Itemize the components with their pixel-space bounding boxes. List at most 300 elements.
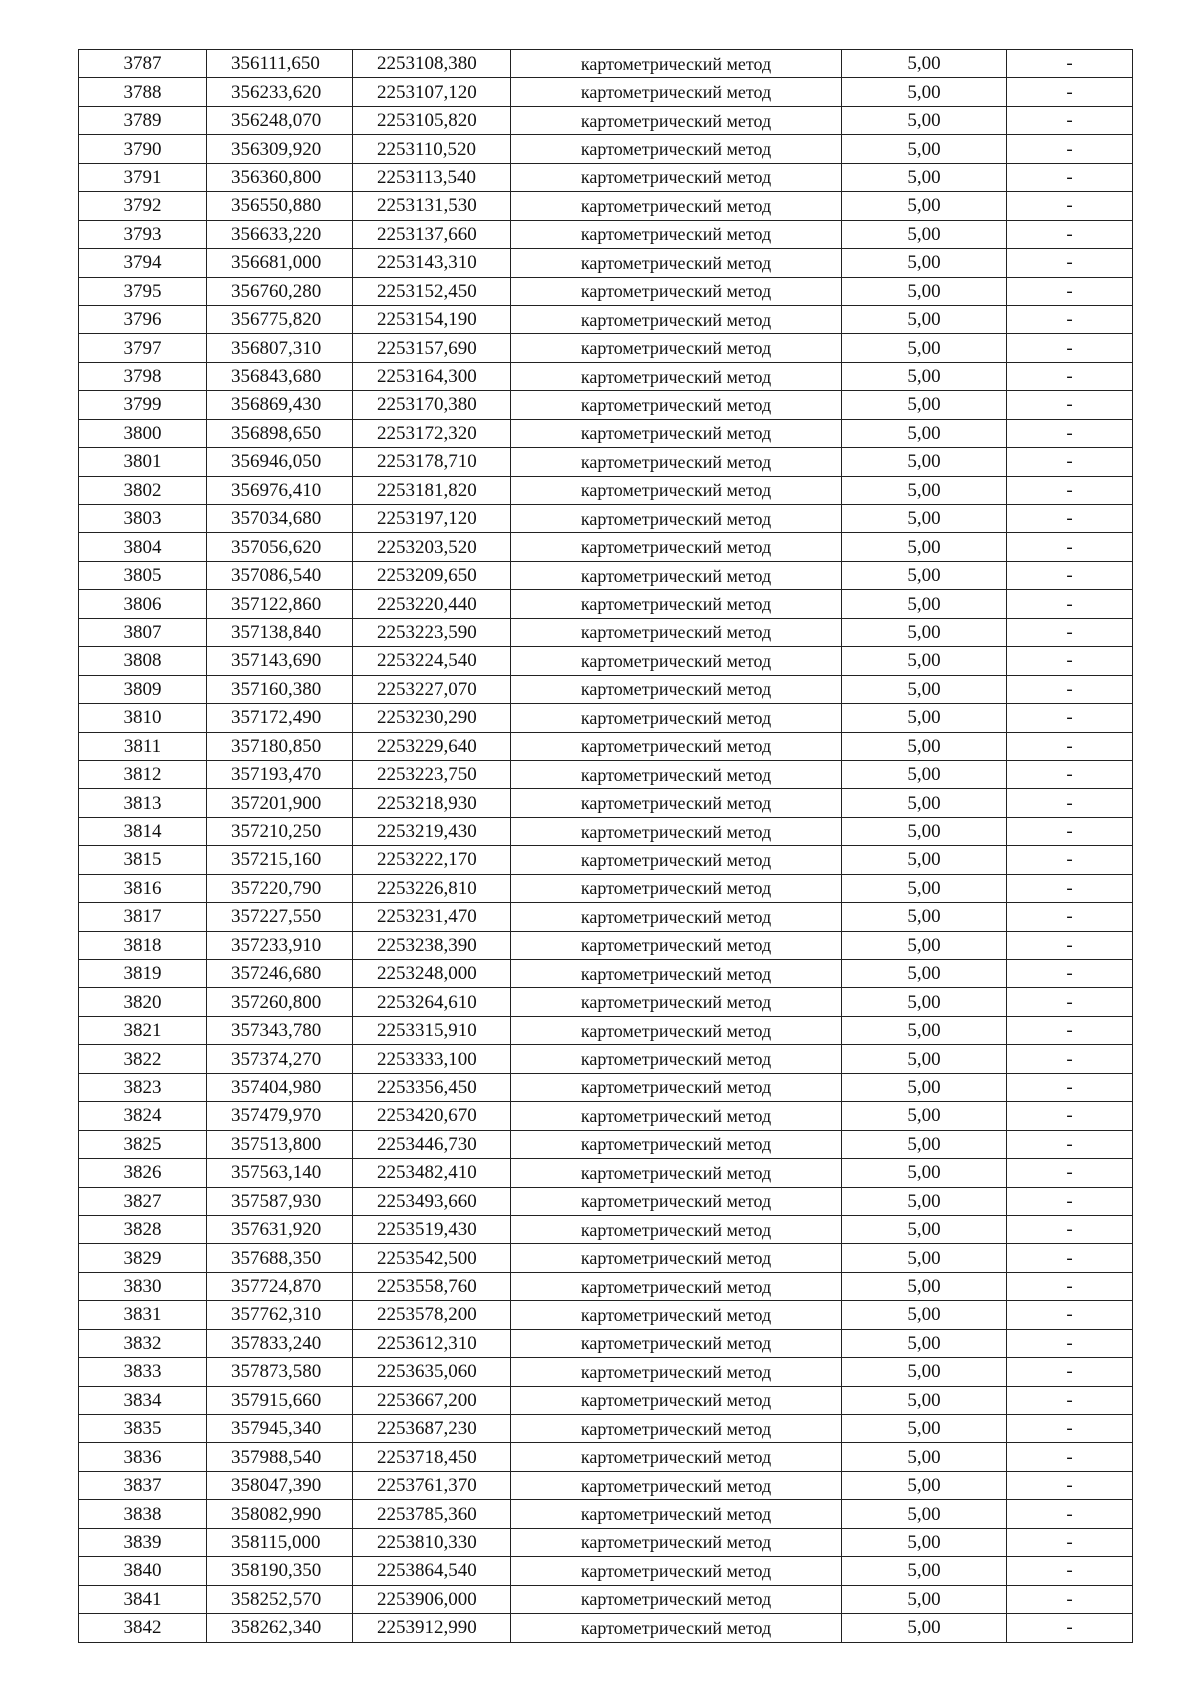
x-coordinate-cell: 356898,650 (207, 419, 353, 447)
point-number-cell: 3828 (79, 1215, 207, 1243)
y-coordinate-cell: 2253223,750 (353, 760, 511, 788)
method-cell: картометрический метод (511, 590, 842, 618)
table-row (79, 1585, 1133, 1613)
note-cell: - (1007, 846, 1133, 874)
table-row (79, 561, 1133, 589)
x-coordinate-cell: 357034,680 (207, 505, 353, 533)
point-number-cell: 3792 (79, 192, 207, 220)
note-cell: - (1007, 561, 1133, 589)
accuracy-cell: 5,00 (842, 1272, 1007, 1300)
x-coordinate-cell: 356760,280 (207, 277, 353, 305)
y-coordinate-cell: 2253542,500 (353, 1244, 511, 1272)
x-coordinate-cell: 358252,570 (207, 1585, 353, 1613)
table-row (79, 988, 1133, 1016)
method-cell: картометрический метод (511, 1301, 842, 1329)
accuracy-cell: 5,00 (842, 476, 1007, 504)
point-number-cell: 3839 (79, 1528, 207, 1556)
x-coordinate-cell: 357143,690 (207, 647, 353, 675)
point-number-cell: 3835 (79, 1415, 207, 1443)
table-row (79, 1358, 1133, 1386)
y-coordinate-cell: 2253718,450 (353, 1443, 511, 1471)
point-number-cell: 3798 (79, 362, 207, 390)
table-row (79, 1102, 1133, 1130)
point-number-cell: 3825 (79, 1130, 207, 1158)
point-number-cell: 3787 (79, 50, 207, 78)
accuracy-cell: 5,00 (842, 1471, 1007, 1499)
method-cell: картометрический метод (511, 135, 842, 163)
y-coordinate-cell: 2253219,430 (353, 817, 511, 845)
note-cell: - (1007, 789, 1133, 817)
point-number-cell: 3826 (79, 1159, 207, 1187)
x-coordinate-cell: 357193,470 (207, 760, 353, 788)
x-coordinate-cell: 357138,840 (207, 618, 353, 646)
method-cell: картометрический метод (511, 1187, 842, 1215)
point-number-cell: 3789 (79, 106, 207, 134)
y-coordinate-cell: 2253264,610 (353, 988, 511, 1016)
note-cell: - (1007, 78, 1133, 106)
note-cell: - (1007, 1471, 1133, 1499)
method-cell: картометрический метод (511, 1358, 842, 1386)
x-coordinate-cell: 356775,820 (207, 305, 353, 333)
x-coordinate-cell: 357343,780 (207, 1016, 353, 1044)
point-number-cell: 3816 (79, 874, 207, 902)
point-number-cell: 3801 (79, 448, 207, 476)
note-cell: - (1007, 1244, 1133, 1272)
method-cell: картометрический метод (511, 1215, 842, 1243)
x-coordinate-cell: 357056,620 (207, 533, 353, 561)
point-number-cell: 3808 (79, 647, 207, 675)
note-cell: - (1007, 1301, 1133, 1329)
method-cell: картометрический метод (511, 1073, 842, 1101)
table-row (79, 1244, 1133, 1272)
method-cell: картометрический метод (511, 760, 842, 788)
accuracy-cell: 5,00 (842, 1244, 1007, 1272)
accuracy-cell: 5,00 (842, 903, 1007, 931)
point-number-cell: 3814 (79, 817, 207, 845)
point-number-cell: 3832 (79, 1329, 207, 1357)
table-row (79, 817, 1133, 845)
y-coordinate-cell: 2253107,120 (353, 78, 511, 106)
note-cell: - (1007, 192, 1133, 220)
x-coordinate-cell: 358190,350 (207, 1557, 353, 1585)
point-number-cell: 3815 (79, 846, 207, 874)
point-number-cell: 3796 (79, 305, 207, 333)
point-number-cell: 3790 (79, 135, 207, 163)
table-row (79, 1301, 1133, 1329)
method-cell: картометрический метод (511, 50, 842, 78)
note-cell: - (1007, 1016, 1133, 1044)
method-cell: картометрический метод (511, 903, 842, 931)
note-cell: - (1007, 305, 1133, 333)
note-cell: - (1007, 249, 1133, 277)
y-coordinate-cell: 2253226,810 (353, 874, 511, 902)
accuracy-cell: 5,00 (842, 106, 1007, 134)
point-number-cell: 3802 (79, 476, 207, 504)
note-cell: - (1007, 760, 1133, 788)
y-coordinate-cell: 2253912,990 (353, 1614, 511, 1642)
y-coordinate-cell: 2253687,230 (353, 1415, 511, 1443)
table-row (79, 50, 1133, 78)
coordinates-table-body (79, 50, 1133, 1643)
point-number-cell: 3788 (79, 78, 207, 106)
table-row (79, 647, 1133, 675)
point-number-cell: 3810 (79, 704, 207, 732)
note-cell: - (1007, 334, 1133, 362)
accuracy-cell: 5,00 (842, 220, 1007, 248)
method-cell: картометрический метод (511, 391, 842, 419)
y-coordinate-cell: 2253785,360 (353, 1500, 511, 1528)
note-cell: - (1007, 1614, 1133, 1642)
method-cell: картометрический метод (511, 1386, 842, 1414)
coordinates-table (78, 49, 1133, 1643)
table-row (79, 135, 1133, 163)
x-coordinate-cell: 356807,310 (207, 334, 353, 362)
method-cell: картометрический метод (511, 1500, 842, 1528)
point-number-cell: 3836 (79, 1443, 207, 1471)
table-row (79, 334, 1133, 362)
x-coordinate-cell: 357160,380 (207, 675, 353, 703)
table-row (79, 533, 1133, 561)
x-coordinate-cell: 356360,800 (207, 163, 353, 191)
x-coordinate-cell: 357479,970 (207, 1102, 353, 1130)
accuracy-cell: 5,00 (842, 960, 1007, 988)
point-number-cell: 3829 (79, 1244, 207, 1272)
point-number-cell: 3837 (79, 1471, 207, 1499)
x-coordinate-cell: 358262,340 (207, 1614, 353, 1642)
y-coordinate-cell: 2253238,390 (353, 931, 511, 959)
method-cell: картометрический метод (511, 220, 842, 248)
table-row (79, 1614, 1133, 1642)
accuracy-cell: 5,00 (842, 675, 1007, 703)
x-coordinate-cell: 357260,800 (207, 988, 353, 1016)
note-cell: - (1007, 50, 1133, 78)
table-row (79, 106, 1133, 134)
y-coordinate-cell: 2253248,000 (353, 960, 511, 988)
accuracy-cell: 5,00 (842, 1130, 1007, 1158)
note-cell: - (1007, 590, 1133, 618)
note-cell: - (1007, 903, 1133, 931)
y-coordinate-cell: 2253108,380 (353, 50, 511, 78)
x-coordinate-cell: 357220,790 (207, 874, 353, 902)
accuracy-cell: 5,00 (842, 1358, 1007, 1386)
method-cell: картометрический метод (511, 78, 842, 106)
table-row (79, 1187, 1133, 1215)
table-row (79, 476, 1133, 504)
note-cell: - (1007, 988, 1133, 1016)
x-coordinate-cell: 357587,930 (207, 1187, 353, 1215)
method-cell: картометрический метод (511, 334, 842, 362)
y-coordinate-cell: 2253227,070 (353, 675, 511, 703)
note-cell: - (1007, 448, 1133, 476)
table-row (79, 220, 1133, 248)
point-number-cell: 3823 (79, 1073, 207, 1101)
x-coordinate-cell: 357724,870 (207, 1272, 353, 1300)
table-row (79, 732, 1133, 760)
x-coordinate-cell: 357688,350 (207, 1244, 353, 1272)
accuracy-cell: 5,00 (842, 192, 1007, 220)
note-cell: - (1007, 1215, 1133, 1243)
note-cell: - (1007, 220, 1133, 248)
accuracy-cell: 5,00 (842, 1500, 1007, 1528)
method-cell: картометрический метод (511, 1244, 842, 1272)
point-number-cell: 3791 (79, 163, 207, 191)
x-coordinate-cell: 357988,540 (207, 1443, 353, 1471)
accuracy-cell: 5,00 (842, 1073, 1007, 1101)
y-coordinate-cell: 2253761,370 (353, 1471, 511, 1499)
accuracy-cell: 5,00 (842, 846, 1007, 874)
x-coordinate-cell: 357404,980 (207, 1073, 353, 1101)
method-cell: картометрический метод (511, 874, 842, 902)
accuracy-cell: 5,00 (842, 1557, 1007, 1585)
y-coordinate-cell: 2253110,520 (353, 135, 511, 163)
table-row (79, 78, 1133, 106)
x-coordinate-cell: 356248,070 (207, 106, 353, 134)
table-row (79, 305, 1133, 333)
x-coordinate-cell: 357513,800 (207, 1130, 353, 1158)
point-number-cell: 3794 (79, 249, 207, 277)
note-cell: - (1007, 817, 1133, 845)
method-cell: картометрический метод (511, 249, 842, 277)
point-number-cell: 3840 (79, 1557, 207, 1585)
point-number-cell: 3817 (79, 903, 207, 931)
y-coordinate-cell: 2253231,470 (353, 903, 511, 931)
method-cell: картометрический метод (511, 448, 842, 476)
table-row (79, 1045, 1133, 1073)
method-cell: картометрический метод (511, 192, 842, 220)
table-row (79, 249, 1133, 277)
table-row (79, 163, 1133, 191)
note-cell: - (1007, 391, 1133, 419)
accuracy-cell: 5,00 (842, 732, 1007, 760)
note-cell: - (1007, 1159, 1133, 1187)
point-number-cell: 3831 (79, 1301, 207, 1329)
x-coordinate-cell: 356681,000 (207, 249, 353, 277)
table-row (79, 590, 1133, 618)
point-number-cell: 3833 (79, 1358, 207, 1386)
method-cell: картометрический метод (511, 533, 842, 561)
table-row (79, 1329, 1133, 1357)
method-cell: картометрический метод (511, 163, 842, 191)
y-coordinate-cell: 2253356,450 (353, 1073, 511, 1101)
point-number-cell: 3793 (79, 220, 207, 248)
note-cell: - (1007, 1130, 1133, 1158)
note-cell: - (1007, 419, 1133, 447)
x-coordinate-cell: 356233,620 (207, 78, 353, 106)
point-number-cell: 3797 (79, 334, 207, 362)
table-row (79, 505, 1133, 533)
table-row (79, 789, 1133, 817)
method-cell: картометрический метод (511, 1471, 842, 1499)
accuracy-cell: 5,00 (842, 1585, 1007, 1613)
y-coordinate-cell: 2253578,200 (353, 1301, 511, 1329)
point-number-cell: 3811 (79, 732, 207, 760)
y-coordinate-cell: 2253420,670 (353, 1102, 511, 1130)
method-cell: картометрический метод (511, 960, 842, 988)
point-number-cell: 3807 (79, 618, 207, 646)
accuracy-cell: 5,00 (842, 1415, 1007, 1443)
y-coordinate-cell: 2253230,290 (353, 704, 511, 732)
point-number-cell: 3819 (79, 960, 207, 988)
point-number-cell: 3818 (79, 931, 207, 959)
method-cell: картометрический метод (511, 647, 842, 675)
table-row (79, 704, 1133, 732)
x-coordinate-cell: 357246,680 (207, 960, 353, 988)
accuracy-cell: 5,00 (842, 1102, 1007, 1130)
accuracy-cell: 5,00 (842, 163, 1007, 191)
x-coordinate-cell: 356869,430 (207, 391, 353, 419)
point-number-cell: 3813 (79, 789, 207, 817)
note-cell: - (1007, 1528, 1133, 1556)
accuracy-cell: 5,00 (842, 533, 1007, 561)
point-number-cell: 3805 (79, 561, 207, 589)
accuracy-cell: 5,00 (842, 1614, 1007, 1642)
y-coordinate-cell: 2253223,590 (353, 618, 511, 646)
method-cell: картометрический метод (511, 1272, 842, 1300)
table-row (79, 960, 1133, 988)
note-cell: - (1007, 1329, 1133, 1357)
point-number-cell: 3838 (79, 1500, 207, 1528)
point-number-cell: 3824 (79, 1102, 207, 1130)
note-cell: - (1007, 675, 1133, 703)
accuracy-cell: 5,00 (842, 305, 1007, 333)
y-coordinate-cell: 2253558,760 (353, 1272, 511, 1300)
y-coordinate-cell: 2253209,650 (353, 561, 511, 589)
method-cell: картометрический метод (511, 1528, 842, 1556)
method-cell: картометрический метод (511, 817, 842, 845)
note-cell: - (1007, 1187, 1133, 1215)
point-number-cell: 3834 (79, 1386, 207, 1414)
x-coordinate-cell: 357227,550 (207, 903, 353, 931)
y-coordinate-cell: 2253667,200 (353, 1386, 511, 1414)
accuracy-cell: 5,00 (842, 419, 1007, 447)
point-number-cell: 3806 (79, 590, 207, 618)
accuracy-cell: 5,00 (842, 1301, 1007, 1329)
note-cell: - (1007, 1073, 1133, 1101)
note-cell: - (1007, 618, 1133, 646)
point-number-cell: 3804 (79, 533, 207, 561)
table-row (79, 846, 1133, 874)
note-cell: - (1007, 163, 1133, 191)
note-cell: - (1007, 1045, 1133, 1073)
accuracy-cell: 5,00 (842, 1528, 1007, 1556)
table-row (79, 1016, 1133, 1044)
table-row (79, 618, 1133, 646)
x-coordinate-cell: 357210,250 (207, 817, 353, 845)
accuracy-cell: 5,00 (842, 760, 1007, 788)
method-cell: картометрический метод (511, 1557, 842, 1585)
accuracy-cell: 5,00 (842, 647, 1007, 675)
accuracy-cell: 5,00 (842, 362, 1007, 390)
method-cell: картометрический метод (511, 1130, 842, 1158)
y-coordinate-cell: 2253178,710 (353, 448, 511, 476)
table-row (79, 1415, 1133, 1443)
y-coordinate-cell: 2253810,330 (353, 1528, 511, 1556)
table-row (79, 362, 1133, 390)
method-cell: картометрический метод (511, 1045, 842, 1073)
note-cell: - (1007, 135, 1133, 163)
y-coordinate-cell: 2253224,540 (353, 647, 511, 675)
note-cell: - (1007, 704, 1133, 732)
accuracy-cell: 5,00 (842, 391, 1007, 419)
point-number-cell: 3822 (79, 1045, 207, 1073)
method-cell: картометрический метод (511, 419, 842, 447)
y-coordinate-cell: 2253152,450 (353, 277, 511, 305)
note-cell: - (1007, 1272, 1133, 1300)
point-number-cell: 3800 (79, 419, 207, 447)
note-cell: - (1007, 960, 1133, 988)
accuracy-cell: 5,00 (842, 334, 1007, 362)
y-coordinate-cell: 2253197,120 (353, 505, 511, 533)
table-row (79, 1386, 1133, 1414)
x-coordinate-cell: 356976,410 (207, 476, 353, 504)
y-coordinate-cell: 2253229,640 (353, 732, 511, 760)
y-coordinate-cell: 2253143,310 (353, 249, 511, 277)
note-cell: - (1007, 1358, 1133, 1386)
accuracy-cell: 5,00 (842, 704, 1007, 732)
table-row (79, 931, 1133, 959)
note-cell: - (1007, 874, 1133, 902)
x-coordinate-cell: 356550,880 (207, 192, 353, 220)
x-coordinate-cell: 356633,220 (207, 220, 353, 248)
table-row (79, 419, 1133, 447)
accuracy-cell: 5,00 (842, 277, 1007, 305)
accuracy-cell: 5,00 (842, 135, 1007, 163)
method-cell: картометрический метод (511, 1585, 842, 1613)
note-cell: - (1007, 362, 1133, 390)
y-coordinate-cell: 2253612,310 (353, 1329, 511, 1357)
accuracy-cell: 5,00 (842, 618, 1007, 646)
note-cell: - (1007, 1386, 1133, 1414)
x-coordinate-cell: 357833,240 (207, 1329, 353, 1357)
point-number-cell: 3842 (79, 1614, 207, 1642)
accuracy-cell: 5,00 (842, 1215, 1007, 1243)
table-row (79, 1443, 1133, 1471)
y-coordinate-cell: 2253113,540 (353, 163, 511, 191)
method-cell: картометрический метод (511, 931, 842, 959)
method-cell: картометрический метод (511, 106, 842, 134)
point-number-cell: 3821 (79, 1016, 207, 1044)
y-coordinate-cell: 2253181,820 (353, 476, 511, 504)
x-coordinate-cell: 357563,140 (207, 1159, 353, 1187)
method-cell: картометрический метод (511, 505, 842, 533)
accuracy-cell: 5,00 (842, 448, 1007, 476)
point-number-cell: 3809 (79, 675, 207, 703)
method-cell: картометрический метод (511, 1102, 842, 1130)
accuracy-cell: 5,00 (842, 1443, 1007, 1471)
y-coordinate-cell: 2253170,380 (353, 391, 511, 419)
method-cell: картометрический метод (511, 1159, 842, 1187)
x-coordinate-cell: 357762,310 (207, 1301, 353, 1329)
x-coordinate-cell: 356946,050 (207, 448, 353, 476)
x-coordinate-cell: 357086,540 (207, 561, 353, 589)
method-cell: картометрический метод (511, 704, 842, 732)
y-coordinate-cell: 2253333,100 (353, 1045, 511, 1073)
table-row (79, 1557, 1133, 1585)
accuracy-cell: 5,00 (842, 1045, 1007, 1073)
note-cell: - (1007, 533, 1133, 561)
table-row (79, 874, 1133, 902)
method-cell: картометрический метод (511, 618, 842, 646)
y-coordinate-cell: 2253906,000 (353, 1585, 511, 1613)
x-coordinate-cell: 357873,580 (207, 1358, 353, 1386)
x-coordinate-cell: 356111,650 (207, 50, 353, 78)
y-coordinate-cell: 2253137,660 (353, 220, 511, 248)
y-coordinate-cell: 2253220,440 (353, 590, 511, 618)
accuracy-cell: 5,00 (842, 78, 1007, 106)
accuracy-cell: 5,00 (842, 789, 1007, 817)
method-cell: картометрический метод (511, 561, 842, 589)
x-coordinate-cell: 357915,660 (207, 1386, 353, 1414)
